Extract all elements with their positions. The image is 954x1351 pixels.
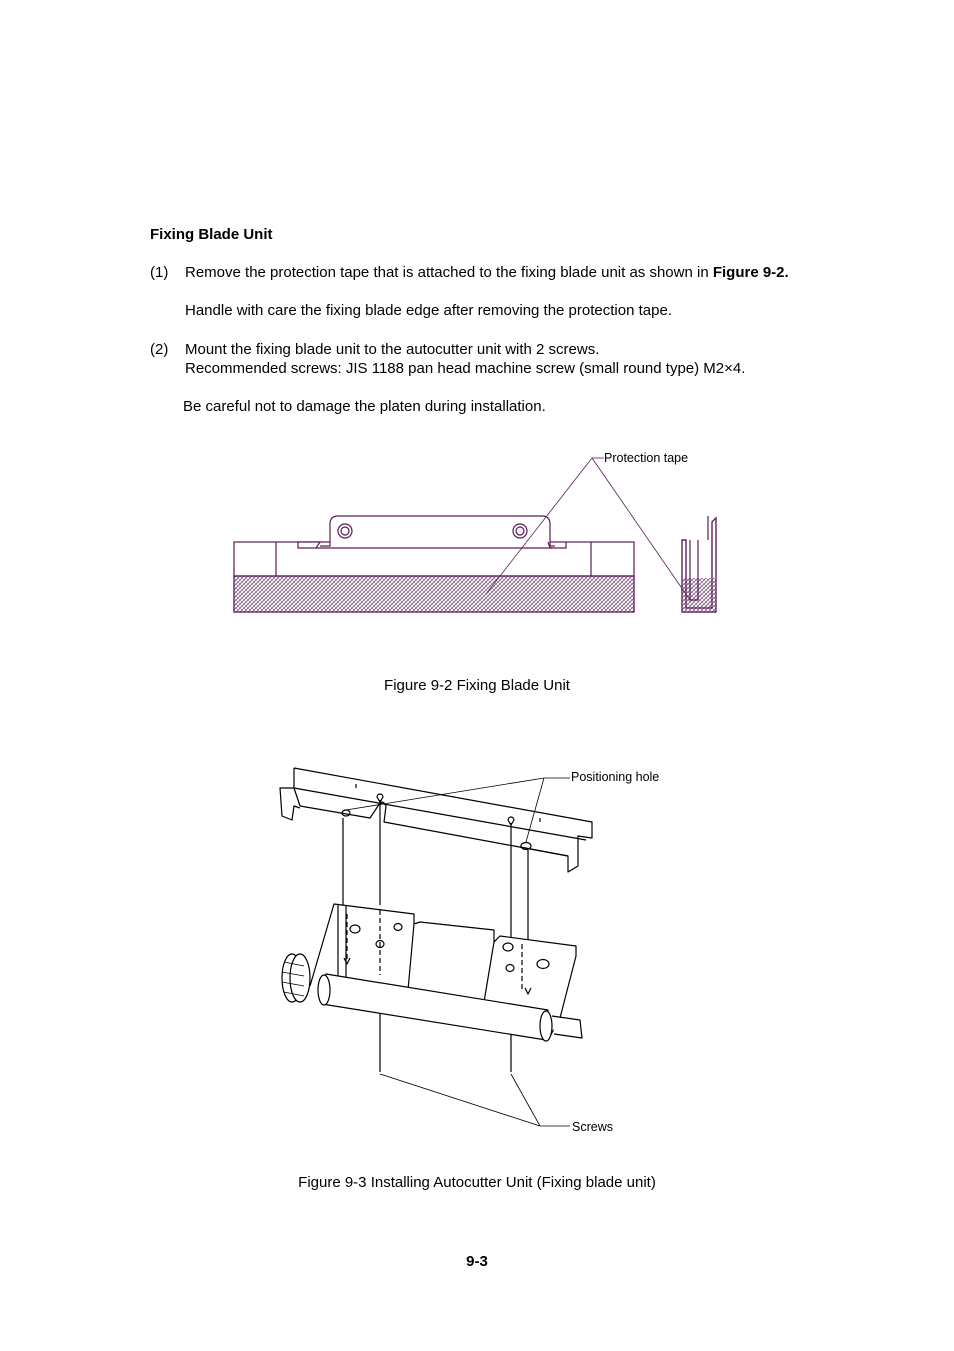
- step-1-body: Remove the protection tape that is attached to the fixing blade unit as shown in: [185, 264, 713, 281]
- step-1-number: (1): [150, 264, 169, 281]
- page-number: 9-3: [466, 1253, 488, 1270]
- step-1-figure-ref: Figure 9-2.: [712, 264, 789, 281]
- step-2-note: Be careful not to damage the platen during installation.: [183, 398, 546, 415]
- step-2-text: Mount the fixing blade unit to the autocutter unit with 2 screws.: [185, 341, 600, 358]
- figure-9-2-caption: Figure 9-2 Fixing Blade Unit: [384, 677, 570, 694]
- positioning-hole-callout: Positioning hole: [571, 770, 660, 784]
- screws-callout: Screws: [572, 1120, 613, 1134]
- figure-9-3-caption: Figure 9-3 Installing Autocutter Unit (Fixing blade unit): [298, 1174, 656, 1191]
- step-1-note: Handle with care the fixing blade edge after removing the protection tape.: [185, 302, 672, 319]
- step-2-screws: Recommended screws: JIS 1188 pan head machine screw (small round type) M2×4.: [185, 360, 746, 377]
- protection-tape-callout: Protection tape: [604, 451, 689, 465]
- step-2-number: (2): [150, 341, 169, 358]
- section-title: Fixing Blade Unit: [150, 226, 273, 243]
